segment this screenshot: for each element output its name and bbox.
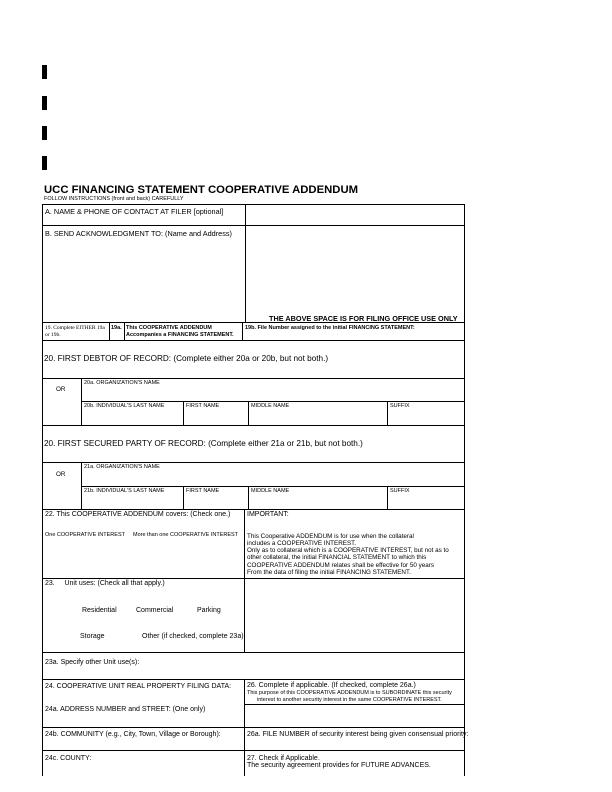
item-26-line: This purpose of this COOPERATIVE ADDENDUM is to SUBORDINATE this security (247, 690, 452, 696)
secured-middle-name-label: MIDDLE NAME (251, 488, 290, 494)
contact-at-filer-label: A. NAME & PHONE OF CONTACT AT FILER [optional] (45, 207, 224, 216)
rule (81, 486, 464, 487)
future-advances-option[interactable]: The security agreement provides for FUTURE ADVANCES. (247, 762, 431, 769)
rule (245, 204, 246, 322)
rule (42, 425, 464, 426)
filing-data-heading: 24. COOPERATIVE UNIT REAL PROPERTY FILING DATA: (45, 683, 232, 690)
rule (42, 378, 464, 379)
rule (42, 225, 464, 226)
other-unit-use-field[interactable] (42, 667, 464, 679)
rule (248, 401, 249, 425)
rule (42, 509, 464, 510)
debtor-last-name-label: 20b. INDIVIDUAL'S LAST NAME (84, 403, 165, 409)
rule (42, 462, 464, 463)
address-label: 24a. ADDRESS NUMBER and STREET: (One only) (45, 706, 206, 713)
rule (248, 486, 249, 509)
county-field[interactable] (42, 763, 244, 776)
item-26-line: interest to another security interest in the same COOPERATIVE INTEREST. (257, 697, 442, 703)
rule (387, 401, 388, 425)
form-title: UCC FINANCING STATEMENT COOPERATIVE ADDENDUM (44, 184, 359, 196)
file-number-label: 26a. FILE NUMBER of security interest being given consensual priority: (247, 731, 469, 738)
secured-first-name-label: FIRST NAME (186, 488, 220, 494)
file-number-field[interactable] (244, 739, 464, 750)
community-label: 24b. COMMUNITY (e.g., City, Town, Village or Borough): (45, 731, 221, 738)
important-line: COOPERATIVE ADDENDUM relates shall be effective for 50 years (247, 562, 434, 569)
more-cooperative-interest-option[interactable]: More than one COOPERATIVE INTEREST (133, 532, 239, 538)
rule (109, 322, 110, 340)
registration-mark (42, 126, 47, 140)
item-19a-text: This COOPERATIVE ADDENDUM Accompanies a FINANCING STATEMENT. (126, 325, 234, 338)
important-line: From the data of filing the initial FINANCING STATEMENT. (247, 569, 411, 576)
item-19a-number: 19a. (111, 325, 122, 331)
other-unit-use-label: 23a. Specify other Unit use(s): (45, 659, 140, 666)
important-line: other collateral, the initial FINANCIAL STATEMENT to which this (247, 554, 427, 561)
community-field[interactable] (42, 739, 244, 750)
secured-last-name-label: 21b. INDIVIDUAL'S LAST NAME (84, 488, 165, 494)
secured-suffix-label: SUFFIX (390, 488, 410, 494)
storage-option[interactable]: Storage (80, 633, 105, 640)
item-19-label: 19. Complete EITHER 19a or 19b. (45, 325, 105, 338)
first-debtor-heading: 20. FIRST DEBTOR OF RECORD: (Complete either 20a or 20b, but not both.) (44, 354, 329, 363)
rule (42, 652, 464, 653)
one-cooperative-interest-option[interactable]: One COOPERATIVE INTEREST (45, 532, 125, 538)
rule (244, 509, 245, 652)
rule (42, 340, 464, 341)
registration-mark (42, 96, 47, 110)
send-acknowledgment-field[interactable] (42, 238, 245, 322)
form-instructions: FOLLOW INSTRUCTIONS (front and back) CAREFULLY (44, 196, 184, 202)
commercial-option[interactable]: Commercial (136, 607, 174, 614)
item-27-heading: 27. Check if Applicable. (247, 755, 320, 762)
debtor-org-name-label: 20a. ORGANIZATION'S NAME (84, 380, 160, 386)
county-label: 24c. COUNTY: (45, 755, 92, 762)
rule (387, 486, 388, 509)
secured-org-name-label: 21a. ORGANIZATION'S NAME (84, 464, 160, 470)
debtor-first-name-label: FIRST NAME (186, 403, 220, 409)
residential-option[interactable]: Residential (82, 607, 117, 614)
rule (124, 322, 125, 340)
important-line: This Cooperative ADDENDUM is for use when the collateral (247, 533, 414, 540)
rule (242, 322, 243, 340)
rule (42, 578, 464, 579)
registration-mark (42, 156, 47, 170)
rule (42, 204, 464, 205)
important-heading: IMPORTANT: (247, 511, 289, 518)
debtor-suffix-label: SUFFIX (390, 403, 410, 409)
address-field[interactable] (42, 714, 244, 727)
other-use-option[interactable]: Other (if checked, complete 23a). (142, 633, 246, 640)
item-26-heading: 26. Complete if applicable. (If checked, complete 26a.) (247, 682, 416, 689)
debtor-middle-name-label: MIDDLE NAME (251, 403, 290, 409)
important-line: includes a COOPERATIVE INTEREST. (247, 540, 357, 547)
or-label: OR (56, 386, 66, 393)
rule (81, 401, 464, 402)
rule (244, 704, 464, 705)
rule (42, 750, 464, 751)
parking-option[interactable]: Parking (197, 607, 221, 614)
contact-at-filer-field[interactable] (42, 215, 245, 225)
rule (183, 486, 184, 509)
rule (42, 679, 464, 680)
send-acknowledgment-label: B. SEND ACKNOWLEDGMENT TO: (Name and Address) (45, 229, 232, 238)
filing-office-notice: THE ABOVE SPACE IS FOR FILING OFFICE USE ONLY (269, 314, 458, 323)
item-19b-label: 19b. File Number assigned to the initial FINANCING STATEMENT: (245, 325, 415, 331)
addendum-covers-heading: 22. This COOPERATIVE ADDENDUM covers: (Check one.) (45, 511, 231, 518)
rule (183, 401, 184, 425)
rule (42, 727, 464, 728)
registration-mark (42, 65, 47, 79)
first-secured-party-heading: 20. FIRST SECURED PARTY OF RECORD: (Complete either 21a or 21b, but not both.) (44, 439, 363, 448)
unit-uses-heading: 23. Unit uses: (Check all that apply.) (45, 580, 165, 587)
important-line: Only as to collateral which is a COOPERATIVE INTEREST, but not as to (247, 547, 449, 554)
form-border-right (464, 204, 465, 776)
or-label: OR (56, 471, 66, 478)
